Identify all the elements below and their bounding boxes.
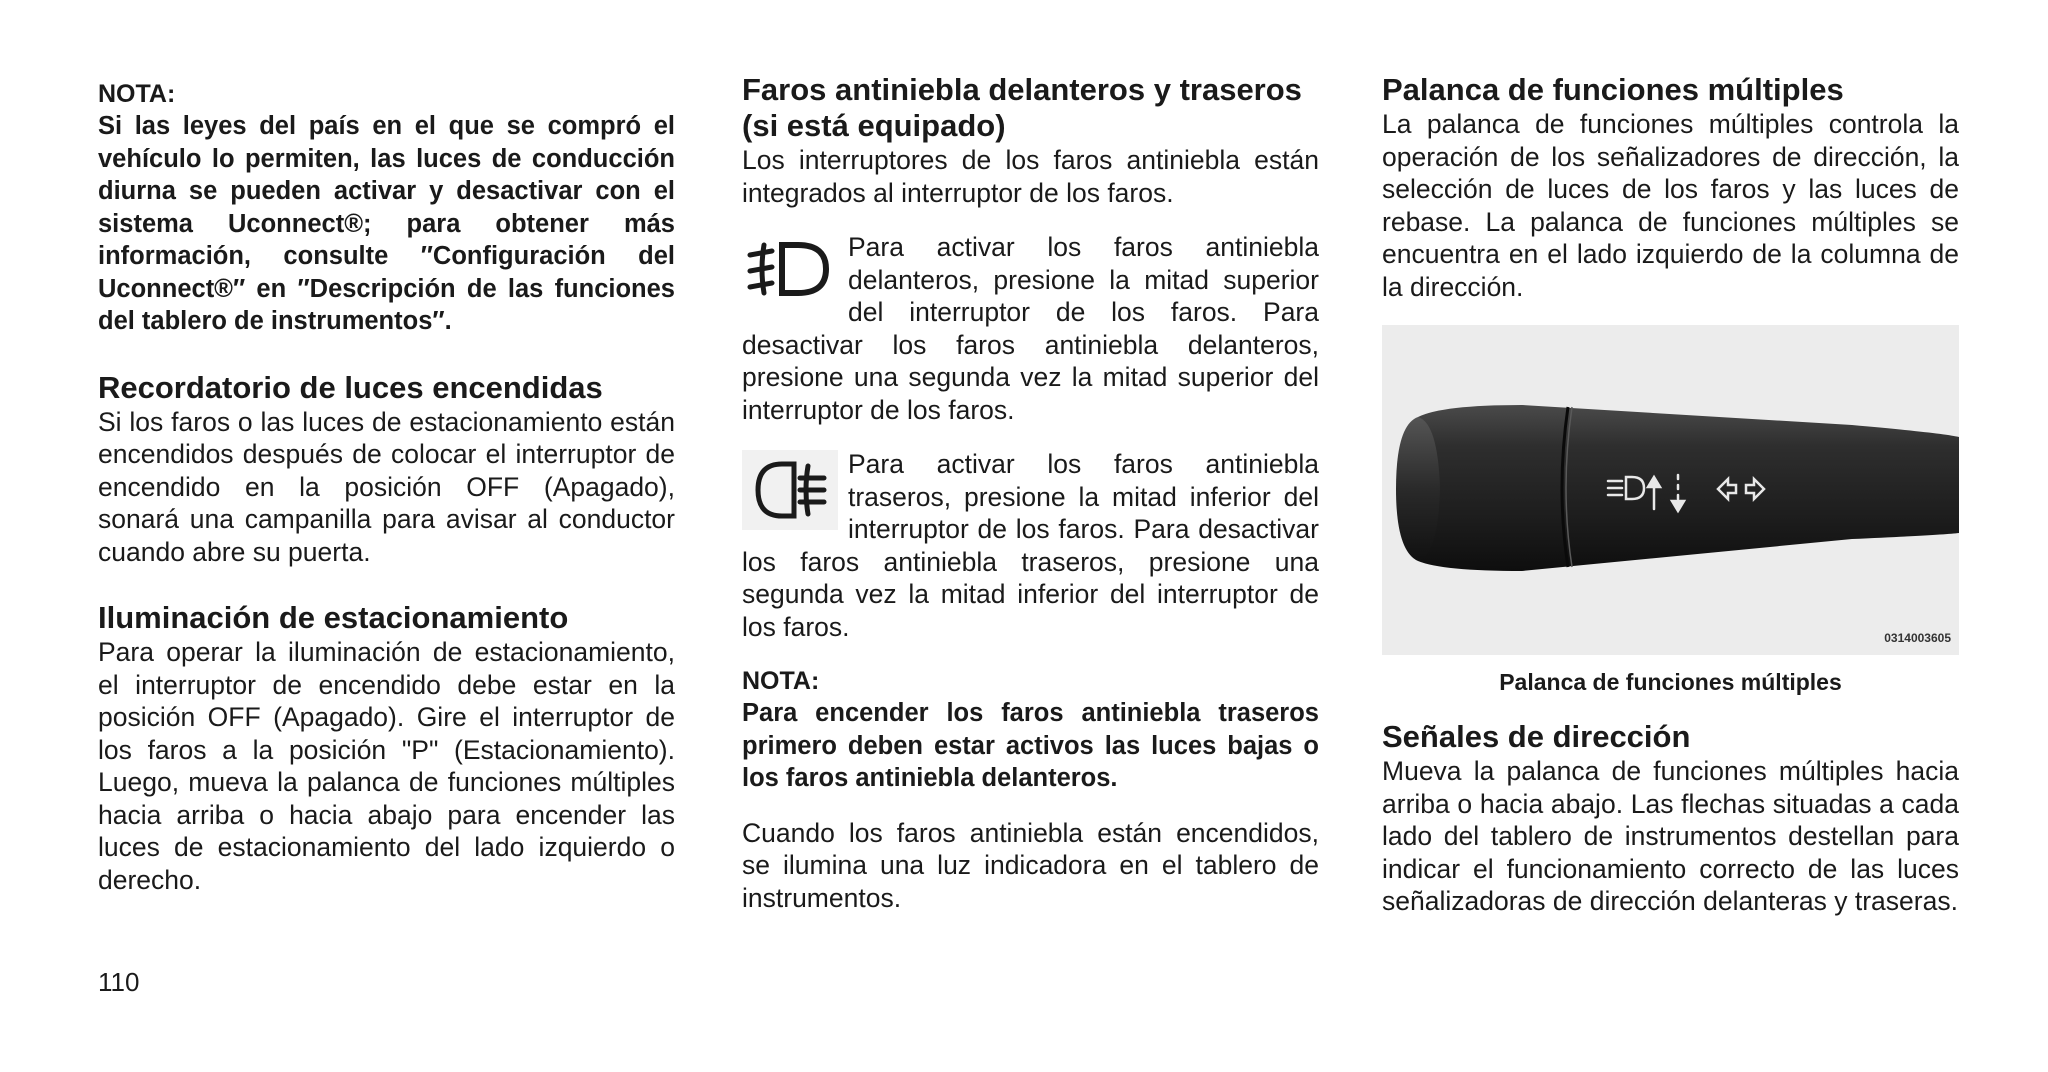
note-heading-fog: NOTA: bbox=[742, 667, 820, 695]
front-fog-text: Para activar los faros antiniebla delanteros, presione la mitad superior del interruptor de los faros. Para desactivar los faros antiniebla delanteros, presione una segunda vez la mitad superior del interruptor de los faros. bbox=[742, 232, 1319, 425]
section-text-lights-reminder: Si los faros o las luces de estacionamiento están encendidos después de colocar el interruptor de encendido en la posición OFF (Apagado), sonará una campanilla para avisar al conductor cuando abre su puerta. bbox=[98, 406, 675, 567]
fog-lights-intro: Los interruptores de los faros antiniebla están integrados al interruptor de los faros. bbox=[742, 145, 1319, 208]
front-fog-block bbox=[742, 231, 1319, 426]
fog-indicator-text: Cuando los faros antiniebla están encendidos, se ilumina una luz indicadora en el tablero de instrumentos. bbox=[742, 817, 1319, 913]
section-title-lights-reminder: Recordatorio de luces encendidas bbox=[98, 369, 603, 405]
turn-signals-text: Mueva la palanca de funciones múltiples hacia arriba o hacia abajo. Las flechas situadas a cada lado del tablero de instrumentos destellan para indicar el funcionamiento correcto de las luces señalizadoras de dirección delanteras y traseras. bbox=[1382, 756, 1959, 916]
rear-fog-light-icon bbox=[742, 450, 838, 530]
figure-code: 0314003605 bbox=[1884, 631, 1951, 645]
note-text-fog: Para encender los faros antiniebla traseros primero deben estar activos las luces bajas o los faros antiniebla delanteros. bbox=[742, 699, 1319, 792]
front-fog-light-icon bbox=[742, 233, 838, 313]
note-heading: NOTA: bbox=[98, 80, 176, 108]
section-title-turn-signals: Señales de dirección bbox=[1382, 719, 1691, 754]
note-text: Si las leyes del país en el que se compró el vehículo lo permiten, las luces de conducción diurna se pueden activar y desactivar con el sistema Uconnect®; para obtener más información, consulte ″Configuración del Uconnect®″ en ″Descripción de las funciones del tablero de instrumentos″. bbox=[98, 112, 675, 335]
column-left bbox=[98, 72, 675, 896]
section-text-parking-lights: Para operar la iluminación de estacionamiento, el interruptor de encendido debe estar en la posición OFF (Apagado). Gire el interruptor de los faros a la posición "P" (Estacionamiento). Luego, mueva la palanca de funciones múltiples hacia arriba o hacia abajo para encender las luces de estacionamiento del lado izquierdo o derecho. bbox=[98, 637, 675, 895]
section-title-multifunction-lever: Palanca de funciones múltiples bbox=[1382, 72, 1844, 107]
page-number: 110 bbox=[98, 967, 140, 997]
multifunction-lever-text: La palanca de funciones múltiples controla la operación de los señalizadores de dirección, la selección de luces de los faros y las luces de rebase. La palanca de funciones múltiples se encuentra en el lado izquierdo de la columna de la dirección. bbox=[1382, 109, 1959, 302]
multifunction-lever-image bbox=[1382, 325, 1959, 655]
section-title-parking-lights: Iluminación de estacionamiento bbox=[98, 600, 569, 635]
rear-fog-block bbox=[742, 448, 1319, 643]
rear-fog-text: Para activar los faros antiniebla traseros, presione la mitad inferior del interruptor de los faros. Para desactivar los faros antiniebla traseros, presione una segunda vez la mitad inferior del interruptor de los faros. bbox=[742, 449, 1319, 642]
figure-caption: Palanca de funciones múltiples bbox=[1499, 669, 1842, 695]
column-right bbox=[1382, 72, 1959, 918]
column-middle bbox=[742, 72, 1319, 914]
section-title-fog-lights: Faros antiniebla delanteros y traseros (si está equipado) bbox=[742, 72, 1302, 143]
